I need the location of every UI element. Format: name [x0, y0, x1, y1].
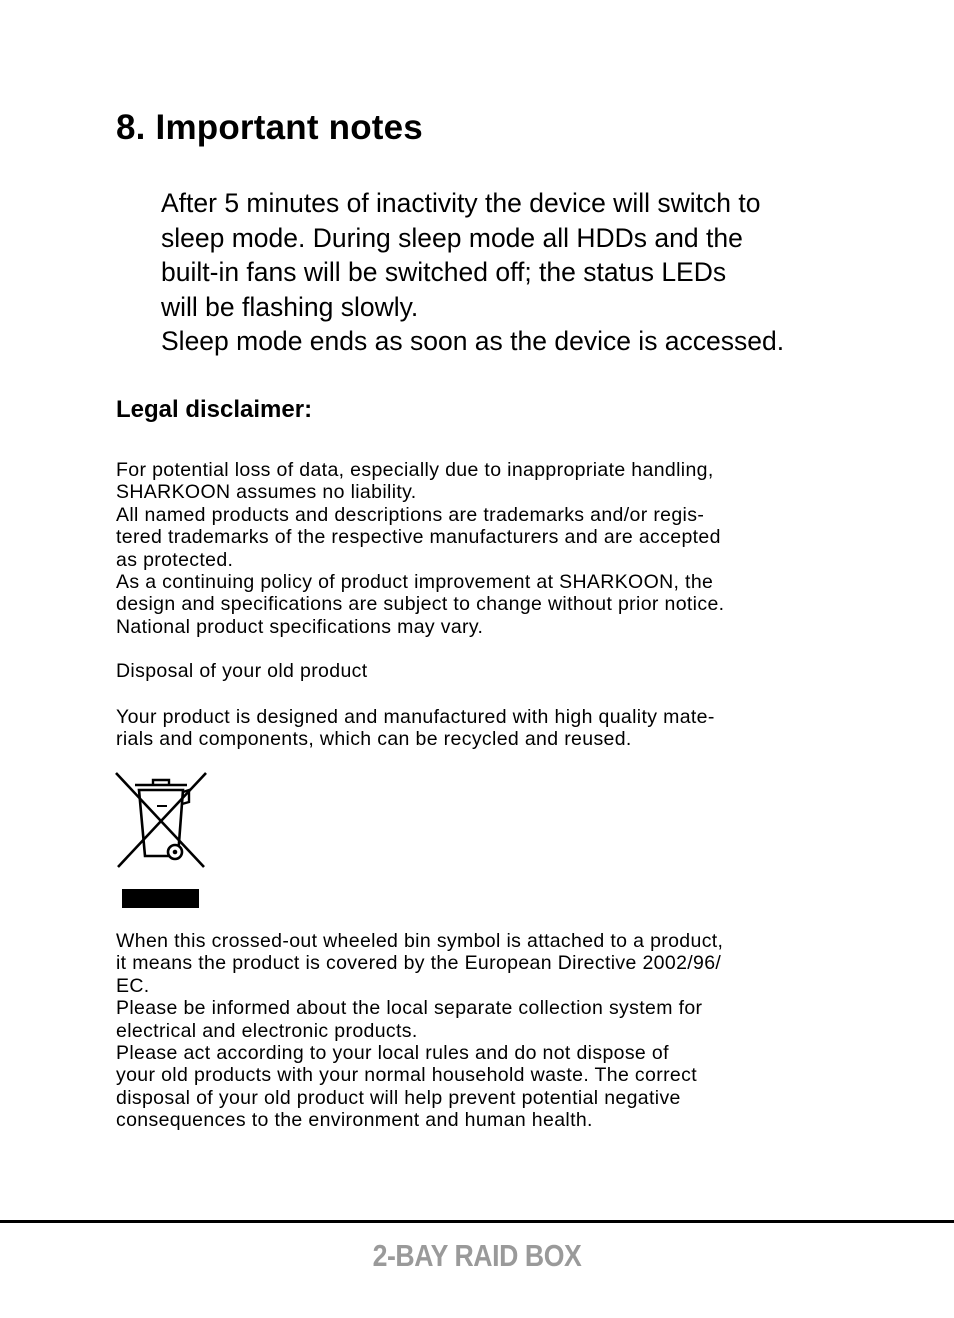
- text-line: As a continuing policy of product improvement at SHARKOON, the: [116, 571, 714, 594]
- page-title: 8. Important notes: [116, 108, 423, 147]
- weee-black-bar: [122, 889, 199, 908]
- legal-disclaimer-heading: Legal disclaimer:: [116, 396, 313, 423]
- text-line: When this crossed-out wheeled bin symbol is attached to a product,: [116, 930, 724, 952]
- text-line: Your product is designed and manufactured with high quality mate-: [116, 706, 715, 728]
- disposal-intro-text: [116, 706, 876, 751]
- crossed-out-wheeled-bin-icon: [112, 770, 210, 870]
- footer-product-name: 2-BAY RAID BOX: [372, 1238, 582, 1273]
- text-line: Please act according to your local rules and do not dispose of: [116, 1042, 669, 1065]
- legal-disclaimer-text: [116, 459, 876, 638]
- text-line: disposal of your old product will help prevent potential negative: [116, 1086, 681, 1109]
- text-line: as protected.: [116, 548, 234, 571]
- text-line: it means the product is covered by the European Directive 2002/96/: [116, 952, 722, 975]
- note-line: will be flashing slowly.: [161, 291, 419, 322]
- note-line: built-in fans will be switched off; the status LEDs: [161, 257, 727, 287]
- directive-text: [116, 930, 876, 1132]
- text-line: SHARKOON assumes no liability.: [116, 481, 417, 504]
- footer-divider: [0, 1220, 954, 1223]
- text-line: consequences to the environment and human health.: [116, 1109, 593, 1132]
- text-line: All named products and descriptions are trademarks and/or regis-: [116, 503, 705, 526]
- text-line: tered trademarks of the respective manufacturers and are accepted: [116, 526, 721, 549]
- disposal-title: [116, 660, 876, 682]
- text-line: your old products with your normal household waste. The correct: [116, 1064, 697, 1087]
- note-line: Sleep mode ends as soon as the device is accessed.: [161, 326, 785, 356]
- text-line: rials and components, which can be recycled and reused.: [116, 728, 632, 751]
- text-line: Disposal of your old product: [116, 660, 368, 682]
- text-line: design and specifications are subject to change without prior notice.: [116, 593, 725, 616]
- note-line: sleep mode. During sleep mode all HDDs and the: [161, 222, 743, 253]
- note-line: After 5 minutes of inactivity the device will switch to: [161, 188, 761, 218]
- text-line: electrical and electronic products.: [116, 1019, 418, 1042]
- text-line: National product specifications may vary.: [116, 615, 484, 638]
- text-line: For potential loss of data, especially due to inappropriate handling,: [116, 459, 714, 481]
- text-line: Please be informed about the local separate collection system for: [116, 997, 703, 1020]
- sleep-mode-note: [161, 186, 921, 359]
- text-line: EC.: [116, 974, 150, 997]
